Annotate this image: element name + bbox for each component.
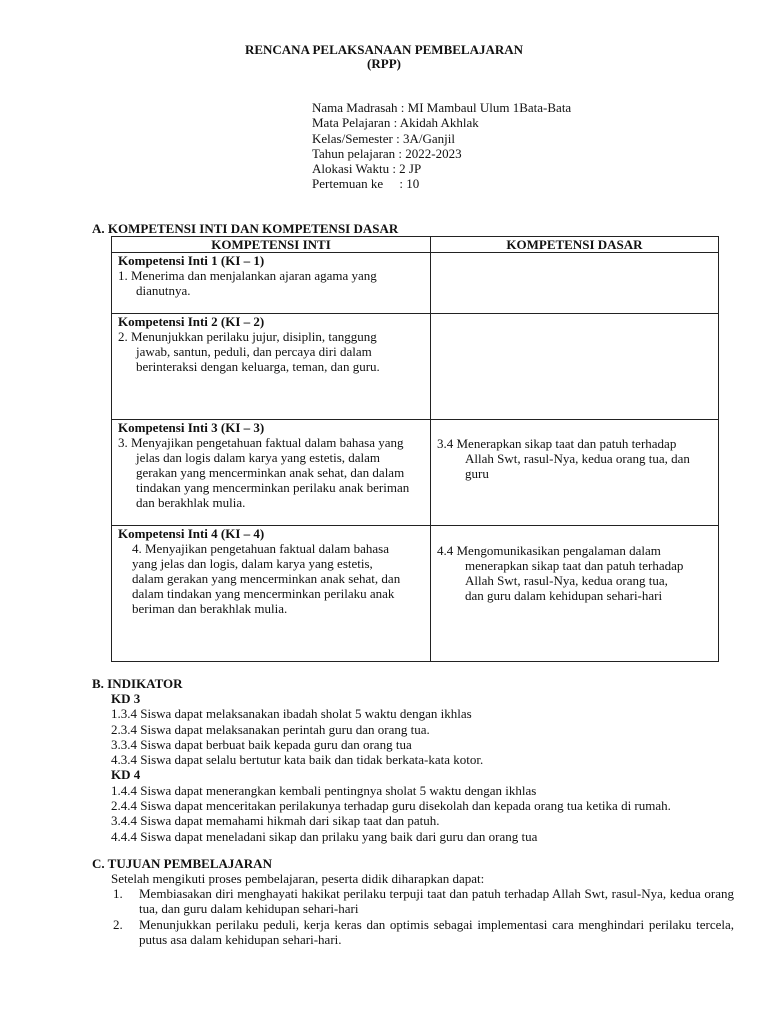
section-c-heading: C. TUJUAN PEMBELAJARAN [92, 856, 272, 871]
ki-cell [112, 314, 431, 420]
kd4-label: KD 4 [111, 767, 141, 783]
kd-cell [431, 253, 719, 314]
item-text: Menunjukkan perilaku peduli, kerja keras dan optimis sebagai implementasi cara menghindari perilaku tercela, putus asa dalam kehidupan sehari-hari. [139, 916, 734, 947]
list-item: 2.3.4 Siswa dapat melaksanakan perintah guru dan orang tua. [111, 721, 430, 737]
ki-text: 1. Menerima dan menjalankan ajaran agama yang dianutnya. [118, 268, 377, 298]
list-item [109, 917, 734, 948]
ki-text: 2. Menunjukkan perilaku jujur, disiplin, tanggung jawab, santun, peduli, dan percaya diri dalam berinteraksi dengan keluarga, teman, dan guru. [118, 329, 380, 374]
ki-title: Kompetensi Inti 2 (KI – 2) [118, 314, 265, 329]
objectives-list [109, 886, 734, 947]
column-header-kd: KOMPETENSI DASAR [431, 237, 719, 253]
time-allocation-line: Alokasi Waktu : 2 JP [312, 161, 422, 177]
ki-title: Kompetensi Inti 1 (KI – 1) [118, 253, 265, 268]
item-number: 1. [113, 886, 123, 901]
ki-cell [112, 253, 431, 314]
kd-cell [431, 314, 719, 420]
competency-table [111, 236, 719, 662]
list-item [109, 886, 734, 917]
ki-text: 3. Menyajikan pengetahuan faktual dalam bahasa yang jelas dan logis dalam karya yang estetis, dalam gerakan yang mencerminkan anak sehat, dan dalam tindakan yang mencerminkan perilaku anak beriman dan berakhlak mulia. [118, 435, 410, 510]
list-item: 4.3.4 Siswa dapat selalu bertutur kata baik dan tidak berkata-kata kotor. [111, 752, 484, 768]
section-a-heading: A. KOMPETENSI INTI DAN KOMPETENSI DASAR [92, 221, 399, 236]
madrasah-line: Nama Madrasah : MI Mambaul Ulum 1Bata-Bata [312, 100, 572, 115]
ki-cell [112, 420, 431, 526]
list-item: 3.3.4 Siswa dapat berbuat baik kepada guru dan orang tua [111, 736, 412, 752]
list-item: 4.4.4 Siswa dapat meneladani sikap dan prilaku yang baik dari guru dan orang tua [111, 828, 538, 844]
kd-cell [431, 526, 719, 662]
table-row [112, 526, 719, 662]
ki-title: Kompetensi Inti 3 (KI – 3) [118, 420, 265, 435]
list-item: 1.3.4 Siswa dapat melaksanakan ibadah sholat 5 waktu dengan ikhlas [111, 706, 472, 722]
indicator-list [111, 691, 731, 844]
list-item: 1.4.4 Siswa dapat menerangkan kembali pentingnya sholat 5 waktu dengan ikhlas [111, 782, 537, 798]
table-row [112, 420, 719, 526]
table-header-row [112, 237, 719, 253]
ki-title: Kompetensi Inti 4 (KI – 4) [118, 526, 265, 541]
class-semester-line: Kelas/Semester : 3A/Ganjil [312, 130, 455, 146]
document-title: RENCANA PELAKSANAAN PEMBELAJARAN [244, 42, 524, 57]
kd-text: 4.4 Mengomunikasikan pengalaman dalam menerapkan sikap taat dan patuh terhadap Allah Swt, rasul-Nya, kedua orang tua, dan guru dalam kehidupan sehari-hari [437, 543, 684, 603]
kd-cell [431, 420, 719, 526]
item-number: 2. [113, 916, 123, 932]
column-header-ki: KOMPETENSI INTI [112, 237, 431, 253]
ki-text: 4. Menyajikan pengetahuan faktual dalam bahasa yang jelas dan logis, dalam karya yang estetis, dalam gerakan yang mencerminkan anak sehat, dan dalam tindakan yang mencerminkan perilaku anak beriman dan berakhlak mulia. [132, 541, 401, 616]
kd-text: 3.4 Menerapkan sikap taat dan patuh terhadap Allah Swt, rasul-Nya, kedua orang tua, dan guru [437, 436, 690, 481]
item-text: Membiasakan diri menghayati hakikat perilaku terpuji taat dan patuh terhadap Allah Swt, rasul-Nya, kedua orang tua, dan guru dalam kehidupan sehari-hari [139, 886, 734, 917]
subject-line: Mata Pelajaran : Akidah Akhlak [312, 115, 479, 131]
school-year-line: Tahun pelajaran : 2022-2023 [312, 145, 462, 161]
identity-block [312, 100, 571, 192]
list-item: 3.4.4 Siswa dapat memahami hikmah dari sikap taat dan patuh. [111, 813, 440, 829]
ki-cell [112, 526, 431, 662]
document-subtitle: (RPP) [367, 56, 401, 71]
table-row [112, 253, 719, 314]
table-row [112, 314, 719, 420]
meeting-line: Pertemuan ke : 10 [312, 176, 420, 192]
list-item: 2.4.4 Siswa dapat menceritakan perilakunya terhadap guru disekolah dan kepada orang tua ketika di rumah. [111, 798, 671, 814]
kd3-label: KD 3 [111, 691, 141, 706]
objectives-intro: Setelah mengikuti proses pembelajaran, peserta didik diharapkan dapat: [111, 871, 485, 886]
section-b-heading: B. INDIKATOR [92, 676, 183, 691]
